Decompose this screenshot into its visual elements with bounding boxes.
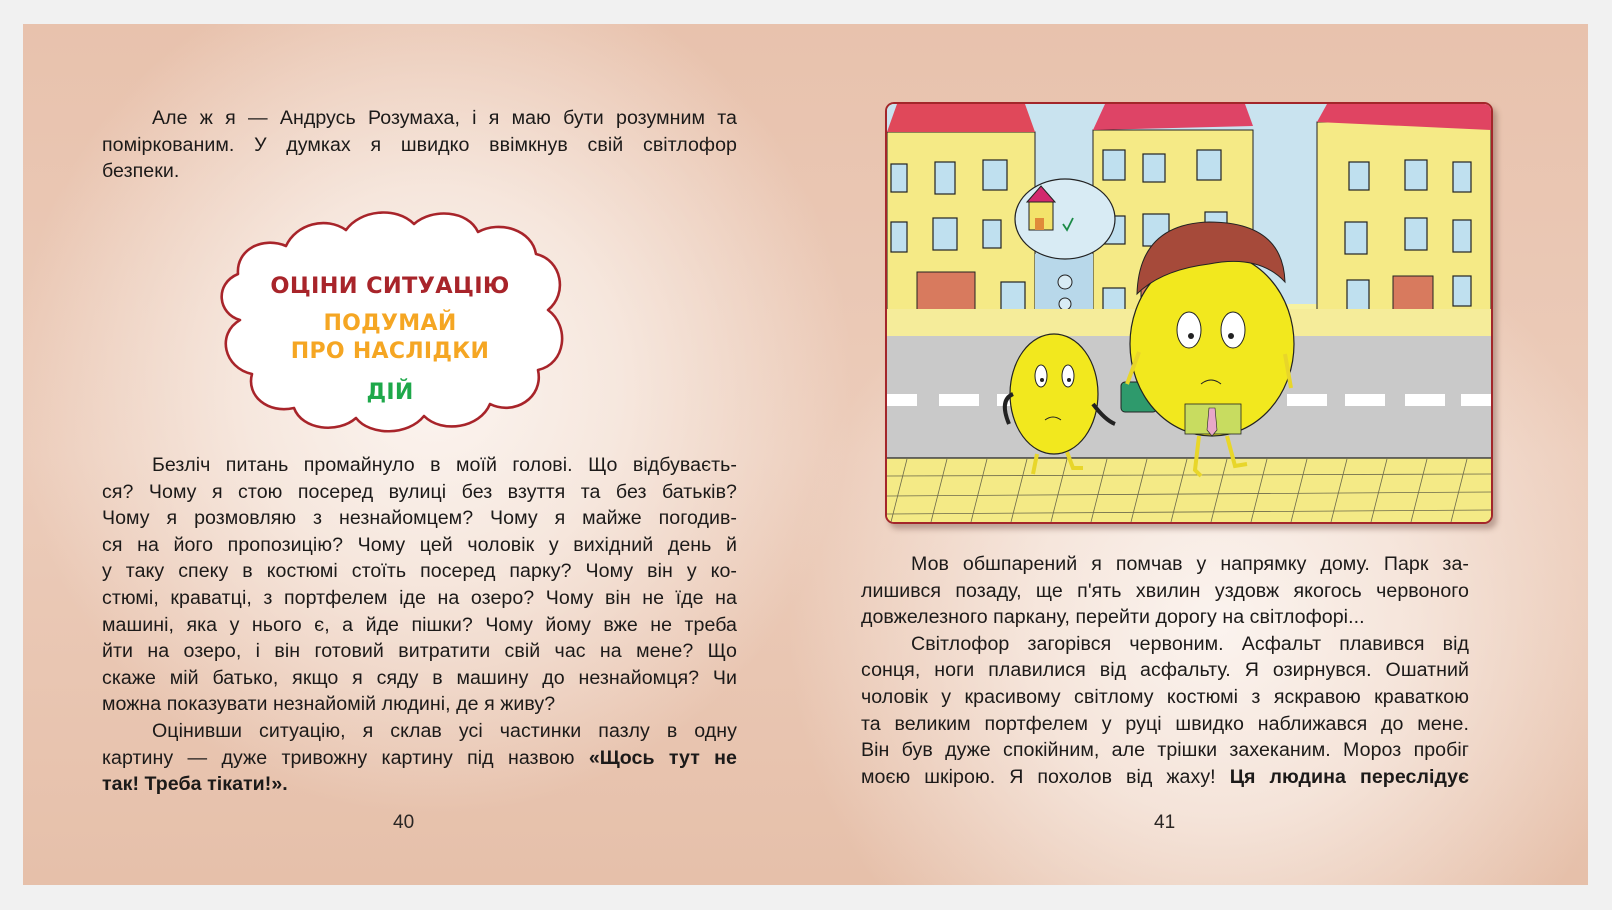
cloud-step-think-1: ПОДУМАЙ bbox=[323, 311, 457, 336]
paragraph-running-home bbox=[861, 551, 1469, 790]
page-number: 41 bbox=[1154, 812, 1176, 833]
text-line: чоловік у красивому світлому костюмі з яскравою краваткою bbox=[861, 685, 1469, 708]
cloud-step-think-2: ПРО НАСЛІДКИ bbox=[290, 339, 490, 364]
text-line: поміркованим. У думках я швидко ввімкнув свій світлофор bbox=[102, 133, 737, 156]
text-line: та великим портфелем у руці швидко наближався до мене. bbox=[861, 712, 1469, 735]
text-line: сонця, ноги плавилися від асфальту. Я озирнувся. Ошатний bbox=[861, 659, 1469, 682]
left-page bbox=[23, 24, 805, 885]
text-line: можна показувати незнайомій людині, де я живу? bbox=[102, 693, 556, 716]
cloud-step-assess: ОЦІНИ СИТУАЦІЮ bbox=[270, 273, 510, 299]
text-bold-quote: «Щось тут не bbox=[588, 746, 737, 769]
text-line: Оцінивши ситуацію, я склав усі частинки пазлу в одну bbox=[152, 719, 737, 742]
text-line: ся на його пропозицію? Чому цей чоловік у вихідний день й bbox=[102, 533, 737, 556]
text-regular: картину — дуже тривожну картину під назвою bbox=[102, 746, 589, 769]
cloud-step-act: ДІЙ bbox=[366, 380, 414, 405]
text-bold-emphasis: Ця людина переслідує bbox=[1229, 765, 1469, 788]
text-line: безпеки. bbox=[102, 160, 180, 183]
illustration-crayon-drawing bbox=[885, 102, 1493, 524]
text-regular: моєю шкірою. Я похолов від жаху! bbox=[861, 765, 1230, 788]
text-line: ся? Чому я стою посеред вулиці без взуття та без батьків? bbox=[102, 480, 737, 503]
text-bold-quote: так! Треба тікати!». bbox=[102, 773, 288, 796]
text-line: йти на озеро, і він готовий витратити свій час на мене? Що bbox=[102, 640, 737, 663]
text-line: Світлофор загорівся червоним. Асфальт плавився від bbox=[911, 632, 1469, 655]
text-line: Він був дуже спокійним, але трішки захеканим. Мороз пробіг bbox=[861, 739, 1469, 762]
street-scene-illustration bbox=[887, 104, 1491, 522]
text-line: Але ж я — Андрусь Розумаха, і я маю бути розумним та bbox=[152, 107, 737, 129]
book-spread bbox=[23, 24, 1588, 885]
paragraph-intro bbox=[102, 105, 737, 185]
page-number: 40 bbox=[393, 812, 415, 833]
text-line: Безліч питань промайнуло в моїй голові. Що відбуваєть- bbox=[152, 454, 737, 476]
text-line: стюмі, краватці, з портфелем іде на озеро? Чому він не їде на bbox=[102, 586, 737, 609]
text-line bbox=[102, 745, 737, 772]
text-line bbox=[861, 764, 1469, 791]
text-line: довжелезного паркану, перейти дорогу на світлофорі... bbox=[861, 606, 1365, 629]
text-line: у таку спеку в костюмі стоїть посеред парку? Чому він у ко- bbox=[102, 560, 737, 583]
paragraph-questions bbox=[102, 452, 737, 798]
safety-traffic-light-cloud bbox=[210, 202, 570, 437]
text-line: скаже мій батько, якщо я сяду в машину до незнайомця? Чи bbox=[102, 666, 737, 689]
text-line: Мов обшпарений я помчав у напрямку дому. Парк за- bbox=[911, 553, 1469, 575]
text-line: машині, яка у нього є, а йде пішки? Чому йому вже не треба bbox=[102, 613, 737, 636]
text-line: Чому я розмовляю з незнайомцем? Чому я майже погодив- bbox=[102, 507, 737, 530]
text-line: лишився позаду, ще п'ять хвилин уздовж якогось червоного bbox=[861, 579, 1469, 602]
text-line bbox=[102, 771, 737, 798]
